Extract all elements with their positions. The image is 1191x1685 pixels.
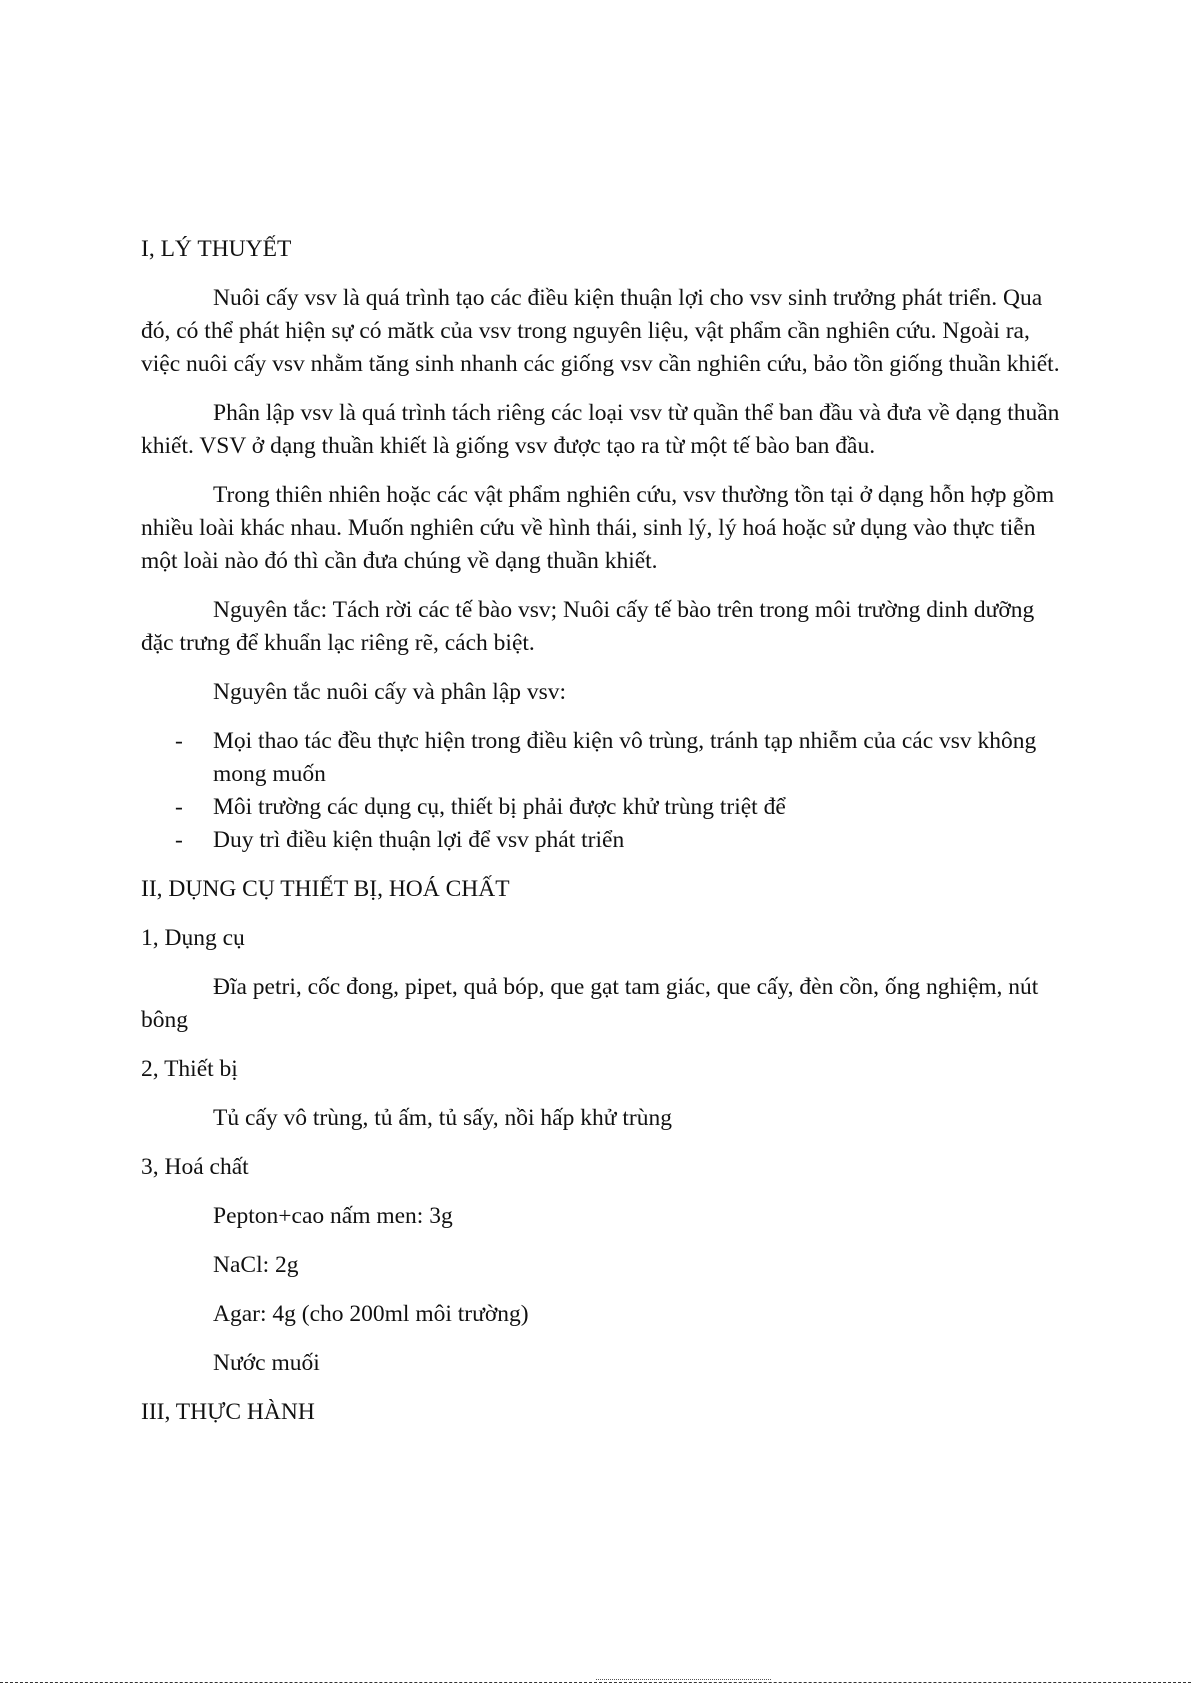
section-heading-practice: III, THỰC HÀNH bbox=[141, 1399, 315, 1425]
subheading-tools: 1, Dụng cụ bbox=[141, 925, 245, 951]
document-content bbox=[141, 233, 1071, 1445]
list-item bbox=[141, 824, 1071, 857]
list-item-text: Mọi thao tác đều thực hiện trong điều kiện vô trùng, tránh tạp nhiễm của các vsv không mong muốn bbox=[213, 728, 1037, 787]
chemical-item: Agar: 4g (cho 200ml môi trường) bbox=[213, 1301, 529, 1327]
paragraph-principles-intro: Nguyên tắc nuôi cấy và phân lập vsv: bbox=[213, 679, 567, 705]
page-bottom-mark bbox=[596, 1679, 771, 1680]
list-item-text: Môi trường các dụng cụ, thiết bị phải được khử trùng triệt để bbox=[213, 794, 786, 820]
paragraph-isolation-definition: Phân lập vsv là quá trình tách riêng các loại vsv từ quần thể ban đầu và đưa về dạng thuần khiết. VSV ở dạng thuần khiết là giống vsv được tạo ra từ một tế bào ban đầu. bbox=[141, 400, 1060, 459]
chemical-item: NaCl: 2g bbox=[213, 1252, 299, 1278]
list-item bbox=[141, 725, 1071, 791]
list-dash: - bbox=[175, 827, 183, 853]
chemical-item: Nước muối bbox=[213, 1350, 320, 1376]
chemical-item: Pepton+cao nấm men: 3g bbox=[213, 1203, 453, 1229]
page-bottom-divider bbox=[0, 1682, 1191, 1683]
subheading-equipment: 2, Thiết bị bbox=[141, 1056, 238, 1082]
paragraph-equipment: Tủ cấy vô trùng, tủ ấm, tủ sấy, nồi hấp khử trùng bbox=[213, 1105, 672, 1131]
list-dash: - bbox=[175, 728, 183, 754]
principles-list bbox=[141, 725, 1071, 857]
paragraph-principle: Nguyên tắc: Tách rời các tế bào vsv; Nuôi cấy tế bào trên trong môi trường dinh dưỡng đặc trưng để khuẩn lạc riêng rẽ, cách biệt. bbox=[141, 597, 1035, 656]
paragraph-culture-definition: Nuôi cấy vsv là quá trình tạo các điều kiện thuận lợi cho vsv sinh trưởng phát triển. Qua đó, có thể phát hiện sự có mătk của vsv trong nguyên liệu, vật phẩm cần nghiên cứu. Ngoài ra, việc nuôi cấy vsv nhằm tăng sinh nhanh các giống vsv cần nghiên cứu, bảo tồn giống thuần khiết. bbox=[141, 285, 1060, 377]
list-item bbox=[141, 791, 1071, 824]
list-dash: - bbox=[175, 794, 183, 820]
paragraph-tools: Đĩa petri, cốc đong, pipet, quả bóp, que gạt tam giác, que cấy, đèn cồn, ống nghiệm, nút bông bbox=[141, 974, 1039, 1033]
subheading-chemicals: 3, Hoá chất bbox=[141, 1154, 249, 1180]
section-heading-materials: II, DỤNG CỤ THIẾT BỊ, HOÁ CHẤT bbox=[141, 876, 510, 902]
list-item-text: Duy trì điều kiện thuận lợi để vsv phát triển bbox=[213, 827, 625, 853]
paragraph-nature-mixture: Trong thiên nhiên hoặc các vật phẩm nghiên cứu, vsv thường tồn tại ở dạng hỗn hợp gồm nhiều loài khác nhau. Muốn nghiên cứu về hình thái, sinh lý, lý hoá hoặc sử dụng vào thực tiễn một loài nào đó thì cần đưa chúng về dạng thuần khiết. bbox=[141, 482, 1055, 574]
section-heading-theory: I, LÝ THUYẾT bbox=[141, 236, 292, 262]
